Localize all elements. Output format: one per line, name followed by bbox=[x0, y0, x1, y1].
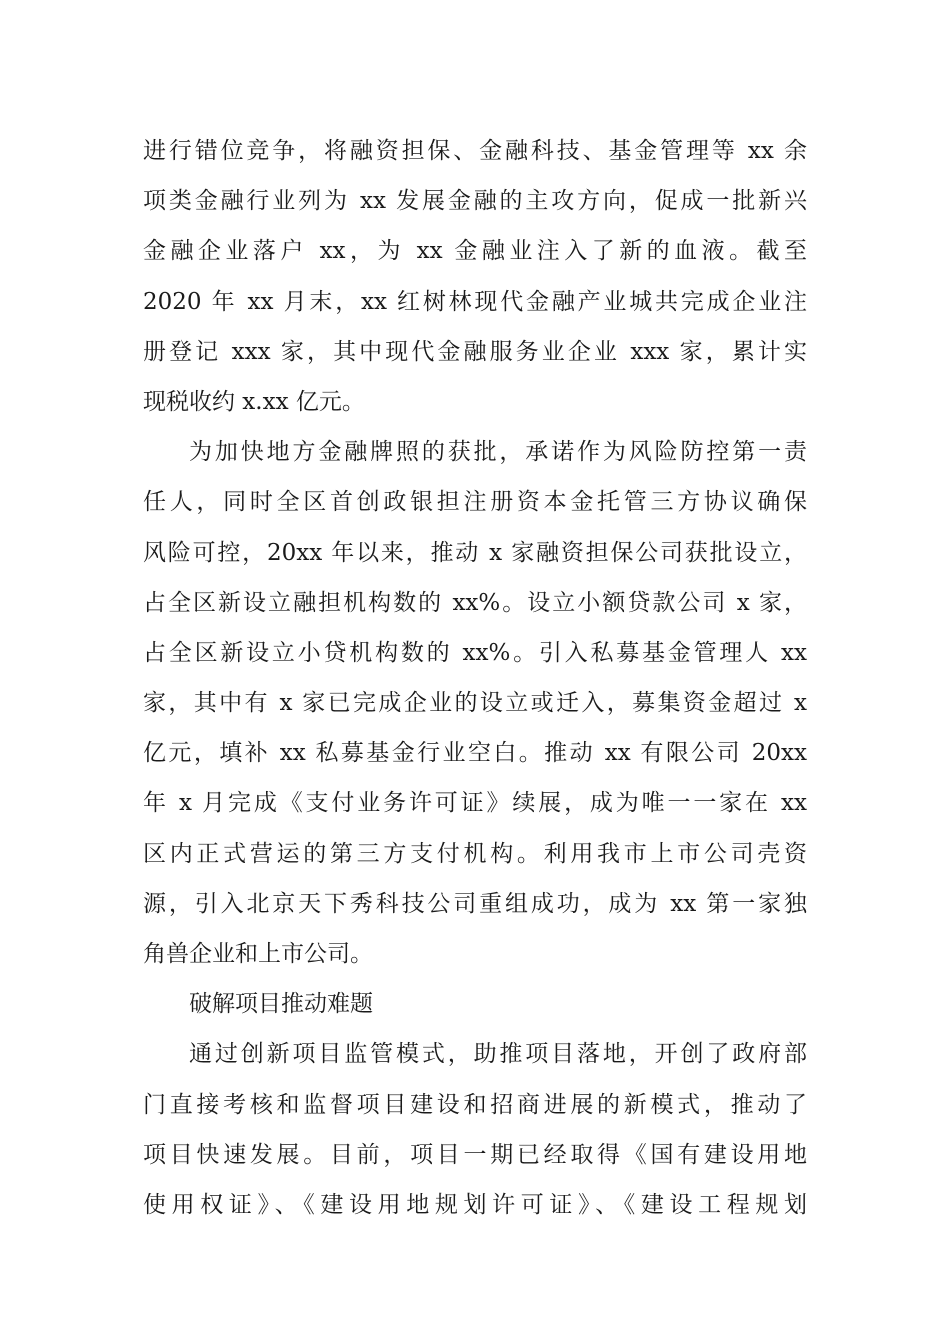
paragraph-line: 风险可控，20xx 年以来，推动 x 家融资担保公司获批设立， bbox=[143, 539, 807, 566]
paragraph-3 bbox=[143, 1029, 807, 1230]
paragraph-line: 角兽企业和上市公司。 bbox=[143, 941, 373, 967]
paragraph-line: 项目快速发展。目前，项目一期已经取得《国有建设用地 bbox=[143, 1141, 807, 1168]
paragraph-line: 占全区新设立小贷机构数的 xx%。引入私募基金管理人 xx bbox=[143, 639, 807, 666]
paragraph-2 bbox=[143, 427, 807, 979]
paragraph-line: 年 x 月完成《支付业务许可证》续展，成为唯一一家在 xx bbox=[143, 790, 807, 817]
paragraph-line: 通过创新项目监管模式，助推项目落地，开创了政府部 bbox=[189, 1041, 807, 1068]
paragraph-line: 亿元，填补 xx 私募基金行业空白。推动 xx 有限公司 20xx bbox=[143, 740, 807, 767]
paragraph-line: 使用权证》、《建设用地规划许可证》、《建设工程规划 bbox=[143, 1191, 807, 1218]
paragraph-line: 进行错位竞争，将融资担保、金融科技、基金管理等 xx 余 bbox=[143, 138, 807, 164]
paragraph-line: 册登记 xxx 家，其中现代金融服务业企业 xxx 家，累计实 bbox=[143, 338, 807, 365]
paragraph-line: 门直接考核和监督项目建设和招商进展的新模式，推动了 bbox=[143, 1091, 807, 1118]
document-body bbox=[143, 126, 807, 1230]
paragraph-line: 项类金融行业列为 xx 发展金融的主攻方向，促成一批新兴 bbox=[143, 188, 807, 215]
paragraph-line: 金融企业落户 xx，为 xx 金融业注入了新的血液。截至 bbox=[143, 238, 807, 265]
paragraph-line: 为加快地方金融牌照的获批，承诺作为风险防控第一责 bbox=[189, 439, 807, 466]
paragraph-line: 占全区新设立融担机构数的 xx%。设立小额贷款公司 x 家， bbox=[143, 589, 807, 616]
paragraph-line: 区内正式营运的第三方支付机构。利用我市上市公司壳资 bbox=[143, 840, 807, 867]
paragraph-line: 家，其中有 x 家已完成企业的设立或迁入，募集资金超过 x bbox=[143, 690, 807, 717]
section-heading: 破解项目推动难题 bbox=[189, 991, 373, 1018]
paragraph-line: 任人，同时全区首创政银担注册资本金托管三方协议确保 bbox=[143, 489, 807, 516]
paragraph-line: 现税收约 x.xx 亿元。 bbox=[143, 388, 365, 415]
paragraph-line: 源，引入北京天下秀科技公司重组成功，成为 xx 第一家独 bbox=[143, 890, 807, 917]
paragraph-line: 2020 年 xx 月末，xx 红树林现代金融产业城共完成企业注 bbox=[143, 288, 807, 315]
paragraph-1 bbox=[143, 126, 807, 427]
